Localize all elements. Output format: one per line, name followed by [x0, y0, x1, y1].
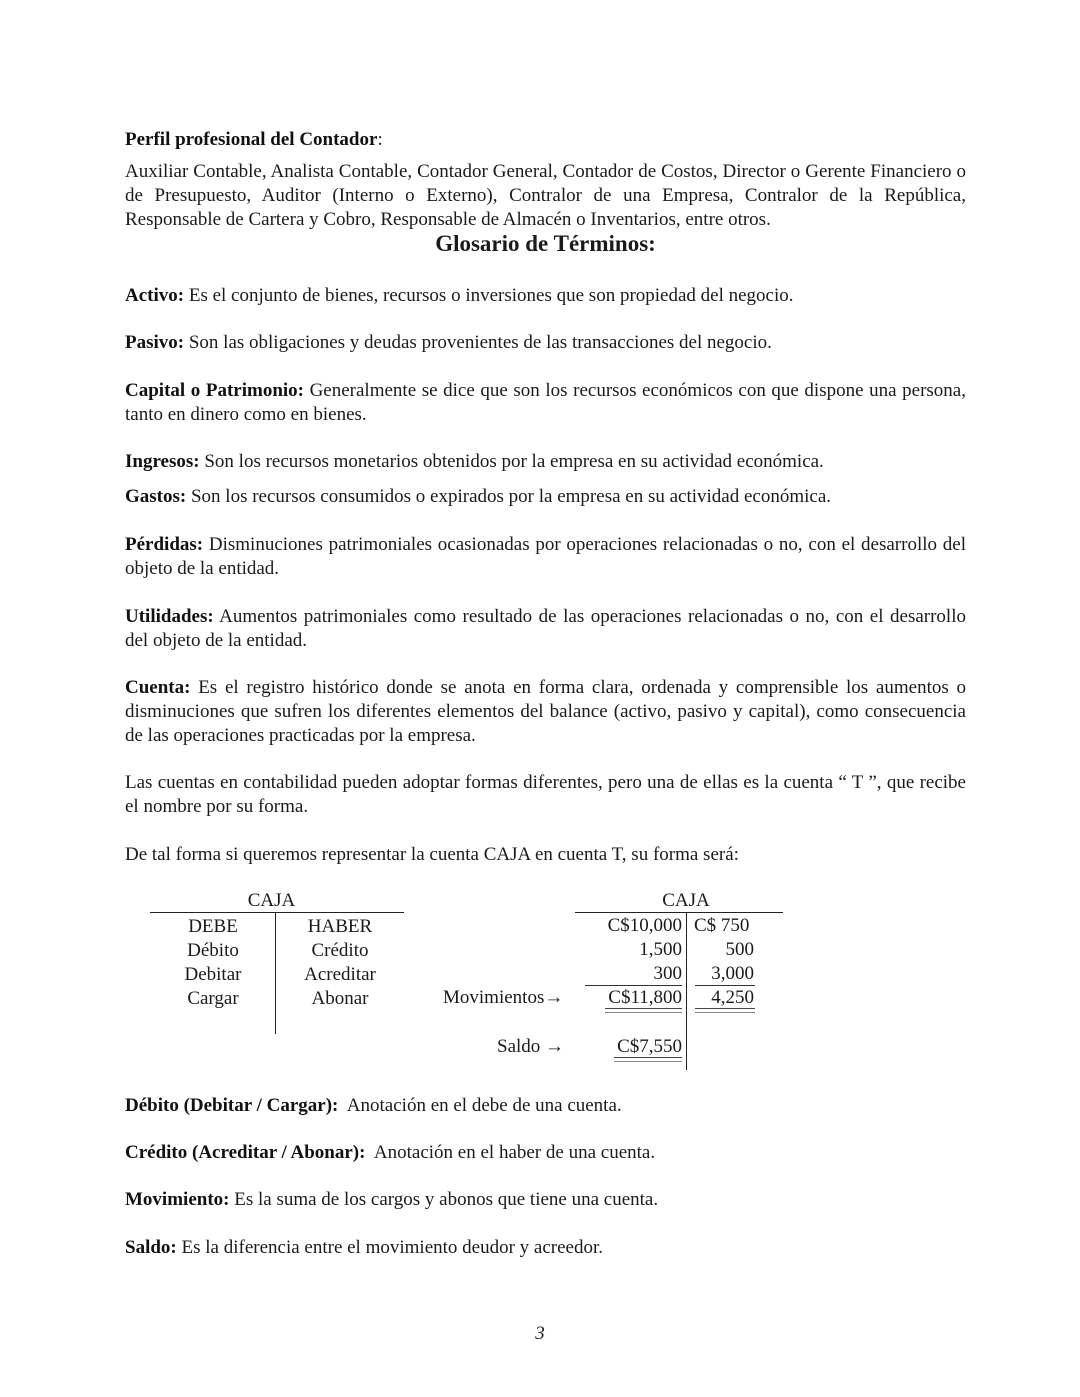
saldo-label: Saldo →	[497, 1036, 565, 1057]
term-label: Pérdidas:	[125, 534, 204, 555]
term-definition: Es la suma de los cargos y abonos que tiene una cuenta.	[229, 1189, 659, 1210]
debit-total-double-underline	[605, 1008, 682, 1013]
profile-text-content: Auxiliar Contable, Analista Contable, Contador General, Contador de Costos, Director o Gerente Financiero o de Presupuesto, Auditor (Interno o Externo), Contralor de una Empresa, Contralor de la República, Responsable de Cartera y Cobro, Responsable de Almacén o Inventarios, entre otros.	[125, 161, 966, 230]
term-saldo	[125, 1236, 966, 1260]
term-definition: Generalmente se dice que son los recursos económicos con que dispone una persona, tanto en dinero como en bienes.	[125, 380, 966, 425]
credit-entry: 3,000	[711, 963, 754, 984]
debit-label: Débito	[187, 940, 239, 961]
profile-text	[125, 136, 966, 232]
term-label: Ingresos:	[125, 451, 200, 472]
term-definition: Disminuciones patrimoniales ocasionadas por operaciones relacionadas o no, con el desarrollo del objeto de la entidad.	[125, 534, 966, 579]
term-label: Gastos:	[125, 486, 187, 507]
credit-entry: 500	[725, 939, 754, 960]
t-account-credit-column	[280, 915, 400, 1011]
credit-label: Abonar	[311, 988, 369, 1009]
glossary-heading: Glosario de Términos:	[435, 231, 656, 256]
credit-entry: C$ 750	[694, 915, 750, 936]
debit-label: Cargar	[187, 988, 239, 1009]
credit-label: Crédito	[311, 940, 369, 961]
term-pasivo	[125, 331, 966, 355]
term-label: Movimiento:	[125, 1189, 230, 1210]
term-definition: Anotación en el debe de una cuenta.	[338, 1095, 622, 1116]
page-number: 3	[535, 1323, 545, 1344]
balance-value: C$7,550	[617, 1036, 682, 1057]
t-account-horizontal-line	[575, 912, 783, 913]
debit-label: DEBE	[188, 916, 238, 937]
term-capital	[125, 379, 966, 427]
term-label: Crédito (Acreditar / Abonar):	[125, 1142, 366, 1163]
term-definition: Son los recursos monetarios obtenidos por la empresa en su actividad económica.	[199, 451, 824, 472]
term-ingresos	[125, 450, 966, 474]
debit-entry: C$10,000	[607, 915, 682, 936]
term-cuenta	[125, 676, 966, 748]
term-movimiento	[125, 1188, 966, 1212]
term-definition: Son los recursos consumidos o expirados por la empresa en su actividad económica.	[186, 486, 832, 507]
credit-label: Acreditar	[304, 964, 376, 985]
term-label: Débito (Debitar / Cargar):	[125, 1095, 339, 1116]
profile-title-colon: :	[377, 129, 383, 150]
term-definition: Son las obligaciones y deudas provenientes de las transacciones del negocio.	[184, 332, 772, 353]
debit-label: Debitar	[184, 964, 242, 985]
t-account-intro: Las cuentas en contabilidad pueden adoptar formas diferentes, pero una de ellas es la cuenta “ T ”, que recibe el nombre por su forma.	[125, 772, 966, 817]
credit-label: HABER	[307, 916, 373, 937]
term-definition: Es la diferencia entre el movimiento deudor y acreedor.	[176, 1237, 604, 1258]
debit-entry: 300	[653, 963, 682, 984]
t-account-vertical-line	[275, 912, 276, 1034]
term-definition: Anotación en el haber de una cuenta.	[365, 1142, 656, 1163]
t-account-title: CAJA	[662, 890, 710, 911]
debit-total: C$11,800	[608, 987, 682, 1008]
balance-double-underline	[614, 1057, 682, 1062]
term-label: Saldo:	[125, 1237, 177, 1258]
t-account-horizontal-line	[150, 912, 404, 913]
term-definition: Aumentos patrimoniales como resultado de las operaciones relacionadas o no, con el desarrollo del objeto de la entidad.	[125, 606, 966, 651]
term-label: Pasivo:	[125, 332, 185, 353]
term-debito	[125, 1094, 966, 1118]
term-definition: Es el conjunto de bienes, recursos o inversiones que son propiedad del negocio.	[184, 285, 794, 306]
credit-total: 4,250	[711, 987, 754, 1008]
t-account-debit-column	[153, 915, 273, 1011]
credit-total-double-underline	[695, 1008, 755, 1013]
term-label: Capital o Patrimonio:	[125, 380, 304, 401]
debit-entry: 1,500	[639, 939, 682, 960]
term-gastos	[125, 485, 966, 509]
term-label: Cuenta:	[125, 677, 191, 698]
term-credito	[125, 1141, 966, 1165]
t-account-example	[575, 888, 783, 1073]
term-label: Activo:	[125, 285, 185, 306]
term-activo	[125, 284, 966, 308]
term-definition: Es el registro histórico donde se anota en forma clara, ordenada y comprensible los aumentos o disminuciones que sufren los diferentes elementos del balance (activo, pasivo y capital), como consecuencia de las operaciones practicadas por la empresa.	[125, 677, 966, 746]
t-account-concept	[150, 888, 404, 1038]
term-label: Utilidades:	[125, 606, 214, 627]
term-utilidades	[125, 605, 966, 653]
t-account-vertical-line	[686, 912, 687, 1070]
term-perdidas	[125, 533, 966, 581]
profile-title-text: Perfil profesional del Contador	[125, 129, 378, 150]
movimientos-label: Movimientos→	[443, 987, 564, 1008]
caja-intro: De tal forma si queremos representar la cuenta CAJA en cuenta T, su forma será:	[125, 844, 739, 865]
t-account-title: CAJA	[247, 890, 296, 911]
